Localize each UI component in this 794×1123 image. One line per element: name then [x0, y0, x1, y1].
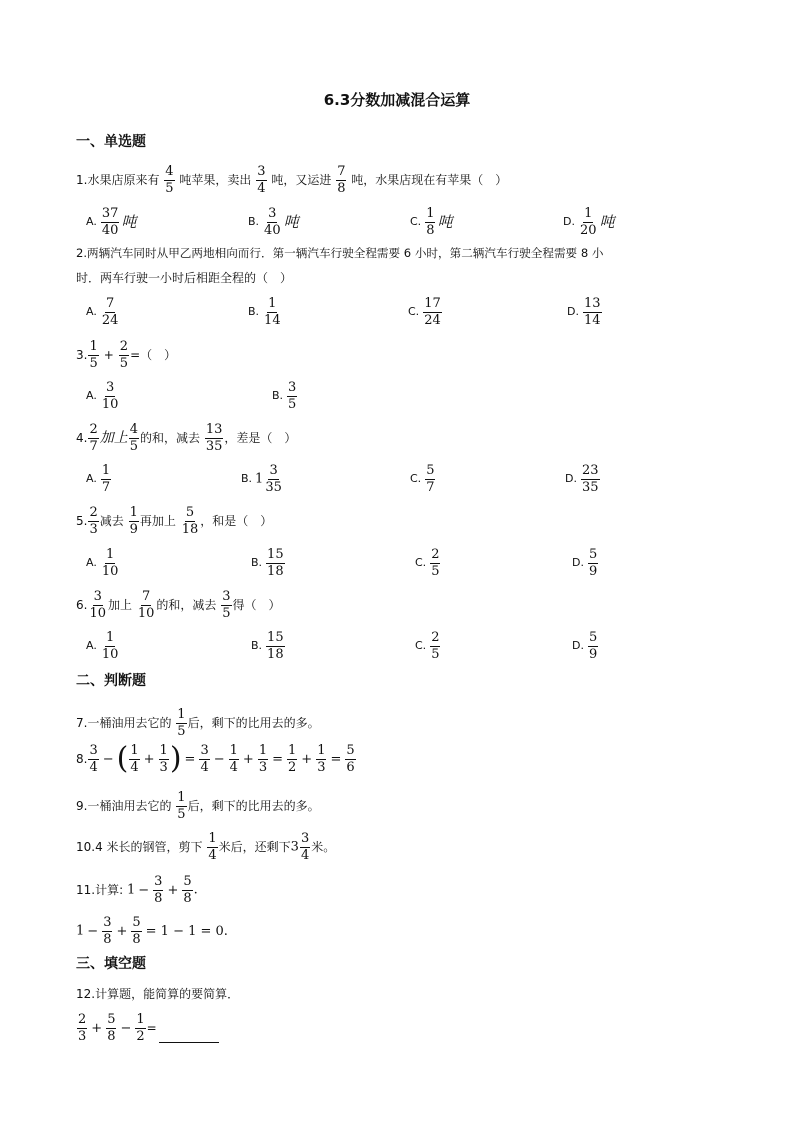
q6-option-b[interactable]: B. $\frac{15}{18}$ — [251, 630, 284, 662]
q6-option-d[interactable]: D. $\frac{5}{9}$ — [572, 630, 598, 662]
q4-option-c[interactable]: C. $\frac{5}{7}$ — [410, 463, 435, 495]
question-2-line-2: 时．两车行驶一小时后相距全程的（ ） — [76, 271, 293, 285]
question-3: 3. $\frac{1}{5}$ + $\frac{2}{5}$ =（ ） — [76, 339, 177, 371]
section-heading-true-false: 二、判断题 — [76, 673, 146, 689]
question-9: 9.一桶油用去它的 $\frac{1}{5}$ 后，剩下的比用去的多。 — [76, 790, 320, 822]
q2-option-a[interactable]: A. $\frac{7}{24}$ — [86, 296, 119, 328]
q5-option-a[interactable]: A. $\frac{1}{10}$ — [86, 547, 119, 579]
q1-option-a[interactable]: A. $\frac{37}{40}$ 吨 — [86, 206, 137, 238]
answer-blank[interactable] — [159, 1041, 219, 1043]
question-6: 6. $\frac{3}{10}$ 加上 $\frac{7}{10}$ 的和，减去 $\frac{3}{5}$ 得（ ） — [76, 589, 281, 621]
q5-option-c[interactable]: C. $\frac{2}{5}$ — [415, 547, 440, 579]
q3-option-b[interactable]: B. $\frac{3}{5}$ — [272, 380, 297, 412]
q3-option-a[interactable]: A. $\frac{3}{10}$ — [86, 380, 119, 412]
q4-option-d[interactable]: D. $\frac{23}{35}$ — [565, 463, 599, 495]
question-7: 7.一桶油用去它的 $\frac{1}{5}$ 后，剩下的比用去的多。 — [76, 707, 320, 739]
q6-option-c[interactable]: C. $\frac{2}{5}$ — [415, 630, 440, 662]
question-4: 4. $\frac{2}{7}$ 加上 $\frac{4}{5}$ 的和，减去 $\frac{13}{35}$ ，差是（ ） — [76, 422, 297, 454]
question-12: 12.计算题，能简算的要简算． — [76, 987, 240, 1001]
q5-option-b[interactable]: B. $\frac{15}{18}$ — [251, 547, 284, 579]
fraction: $\frac{7}{8}$ — [337, 164, 346, 196]
question-10: 10.4 米长的钢管，剪下 $\frac{1}{4}$ 米后，还剩下3 $\frac{3}{4}$ 米。 — [76, 831, 336, 863]
question-8: 8. $\frac{3}{4}$ − ( $\frac{1}{4}$ + $\frac{1}{3}$ ) = $\frac{3}{4}$ − $\frac{1}{4}$ + $\frac{1}{3}$ = $\frac{1}{2}$ + $\frac{1}{3}$ = $\frac{5}{6}$ — [76, 741, 355, 777]
q4-option-a[interactable]: A. $\frac{1}{7}$ — [86, 463, 111, 495]
question-11: 11.计算: 1 − $\frac{3}{8}$ + $\frac{5}{8}$ . — [76, 874, 198, 906]
page-title: 6.3分数加减混合运算 — [323, 91, 471, 109]
q2-option-c[interactable]: C. $\frac{17}{24}$ — [408, 296, 441, 328]
q6-option-a[interactable]: A. $\frac{1}{10}$ — [86, 630, 119, 662]
fraction: $\frac{4}{5}$ — [165, 164, 174, 196]
q4-option-b[interactable]: B. 1 $\frac{3}{35}$ — [241, 463, 282, 495]
q1-option-d[interactable]: D. $\frac{1}{20}$ 吨 — [563, 206, 615, 238]
q5-option-d[interactable]: D. $\frac{5}{9}$ — [572, 547, 598, 579]
section-heading-single-choice: 一、单选题 — [76, 134, 146, 150]
q2-option-b[interactable]: B. $\frac{1}{14}$ — [248, 296, 281, 328]
question-2-line-1: 2.两辆汽车同时从甲乙两地相向而行．第一辆汽车行驶全程需要 6 小时，第二辆汽车行驶全程需要 8 小 — [76, 246, 604, 260]
question-5: 5. $\frac{2}{3}$ 减去 $\frac{1}{9}$ 再加上 $\frac{5}{18}$ ，和是（ ） — [76, 505, 273, 537]
fraction: $\frac{3}{4}$ — [257, 164, 266, 196]
q1-option-c[interactable]: C. $\frac{1}{8}$ 吨 — [410, 206, 453, 238]
question-12-expression: $\frac{2}{3}$ + $\frac{5}{8}$ − $\frac{1}{2}$ = — [76, 1013, 219, 1043]
q1-option-b[interactable]: B. $\frac{3}{40}$ 吨 — [248, 206, 299, 238]
question-1: 1.水果店原来有 $\frac{4}{5}$ 吨苹果，卖出 $\frac{3}{4}$ 吨，又运进 $\frac{7}{8}$ 吨，水果店现在有苹果（ ） — [76, 164, 508, 196]
question-11-solution: 1 − $\frac{3}{8}$ + $\frac{5}{8}$ = 1 − 1 = 0. — [76, 915, 228, 947]
section-heading-fill-in: 三、填空题 — [76, 956, 146, 972]
q2-option-d[interactable]: D. $\frac{13}{14}$ — [567, 296, 601, 328]
